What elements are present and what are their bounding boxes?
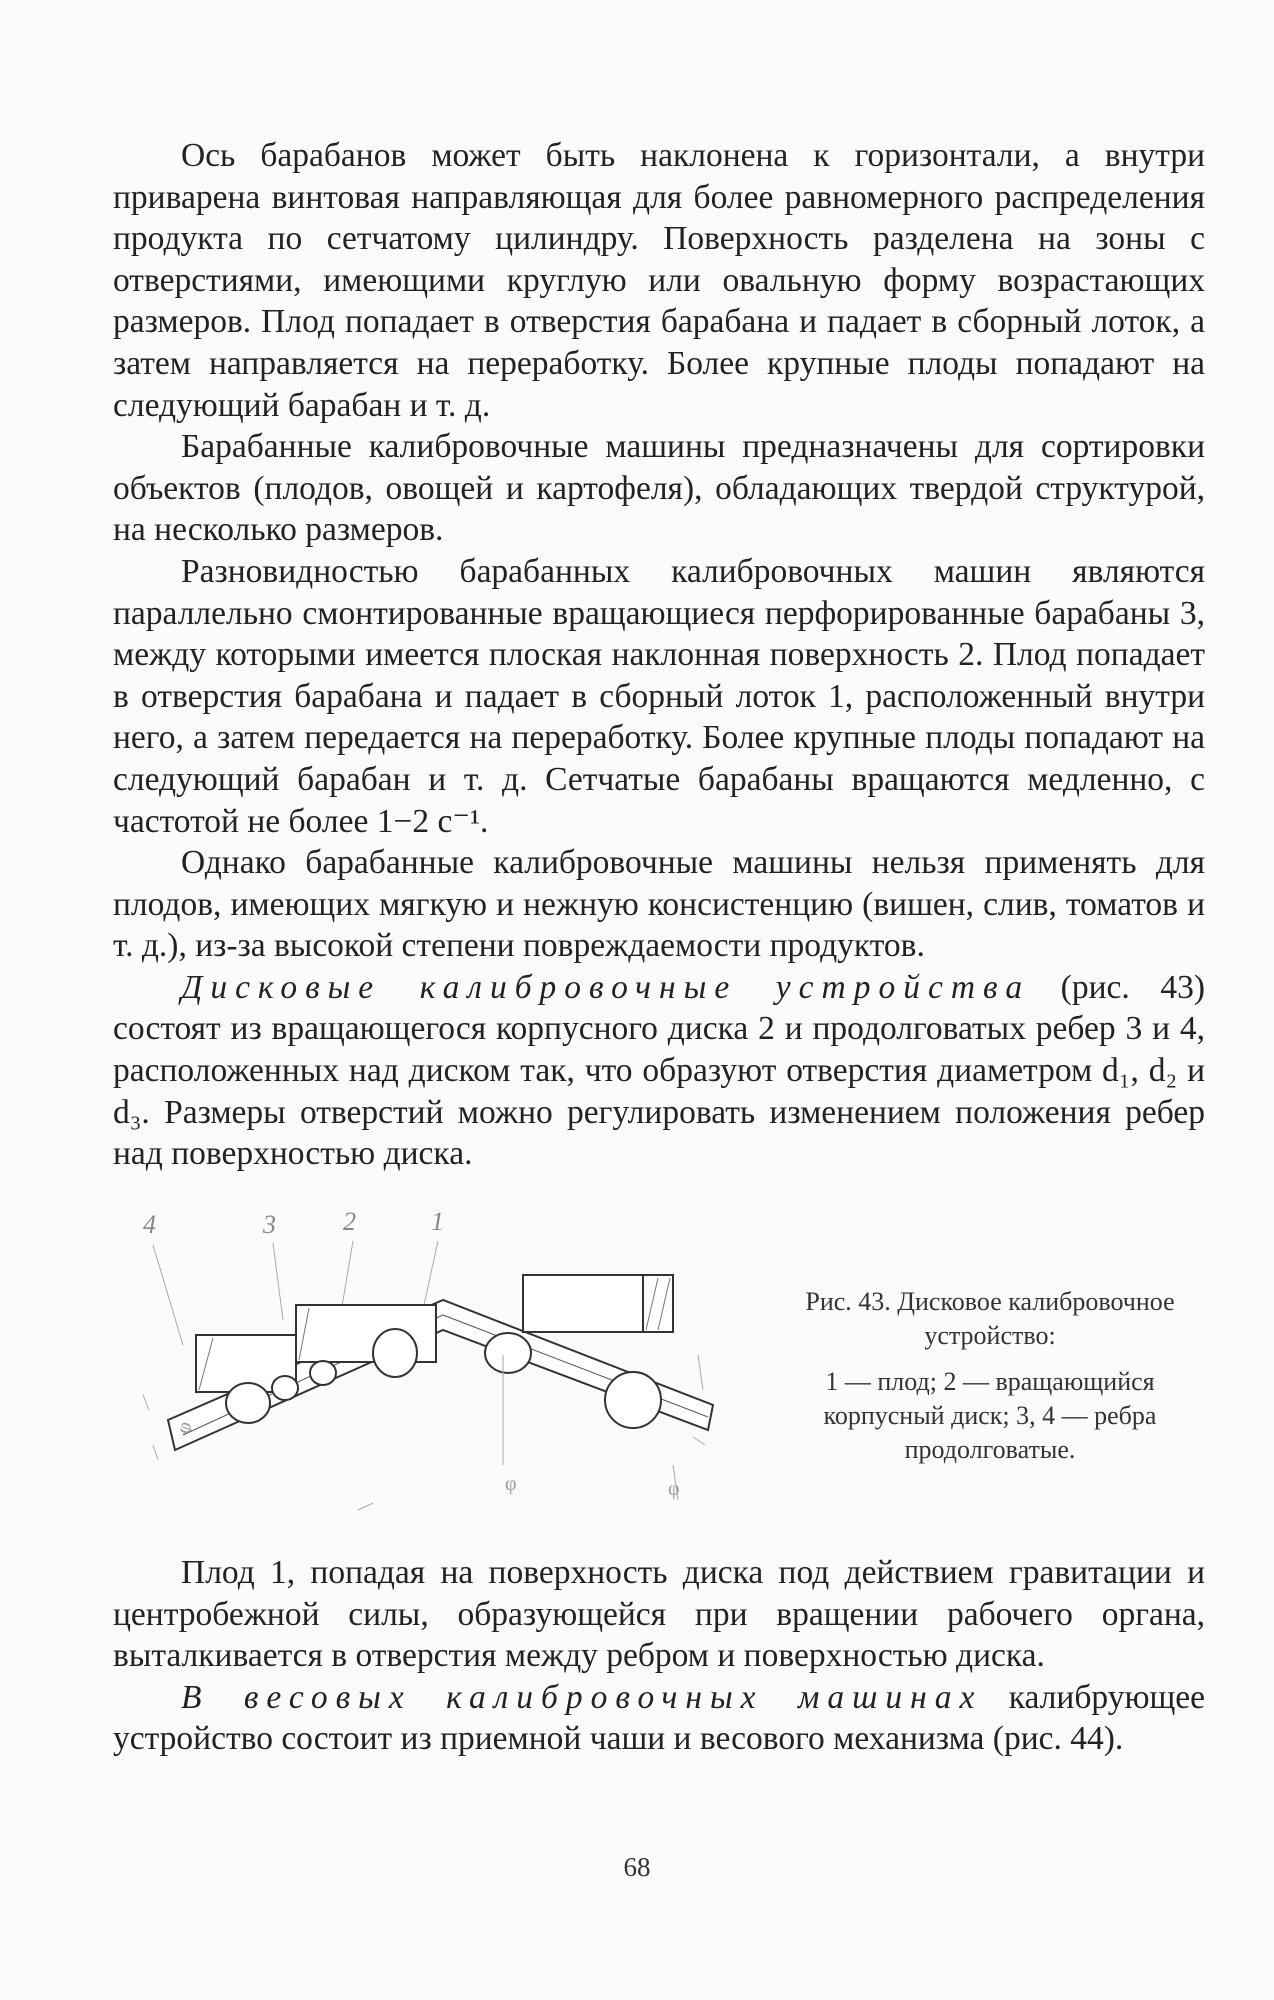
page-number: 68 bbox=[623, 1852, 651, 1882]
paragraph-weight-machines bbox=[113, 1677, 1205, 1760]
label-1: 1 bbox=[431, 1207, 444, 1236]
disk-devices-text: (рис. 43) состоят из вращающегося корпусного диска 2 и продолговатых ребер 3 и 4, расположенных над диском так, что образуют отверстия диаметром d₁, d₂ и d₃. Размеры отверстий можно регулировать изменением положения ребер над поверхностью диска. bbox=[113, 968, 1205, 1173]
fruit bbox=[605, 1372, 661, 1428]
fruit bbox=[373, 1329, 417, 1377]
weight-machines-text: калибрующее устройство состоит из приемной чаши и весового механизма (рис. 44). bbox=[113, 1678, 1205, 1758]
fruit bbox=[310, 1361, 336, 1385]
text-block-top bbox=[113, 135, 1205, 1175]
paragraph-drum-limits: Однако барабанные калибровочные машины нельзя применять для плодов, имеющих мягкую и нежную консистенцию (вишен, слив, томатов и т. д.), из-за высокой степени повреждаемости продуктов. bbox=[113, 844, 1205, 965]
diameter-mark-d2: φ bbox=[505, 1473, 517, 1495]
diameter-mark-d3: φ bbox=[668, 1478, 680, 1500]
caption-title: Рис. 43. Дисковое калибровочное устройство: bbox=[805, 1287, 1175, 1350]
paragraph-disk-devices bbox=[113, 967, 1205, 1175]
figure-43-caption bbox=[770, 1285, 1210, 1467]
label-2: 2 bbox=[343, 1207, 356, 1236]
term-disk-devices: Дисковые калибровочные устройства bbox=[181, 968, 1031, 1006]
label-4: 4 bbox=[143, 1210, 156, 1239]
diameter-mark-d1: φ bbox=[172, 1418, 197, 1437]
diameter-marks bbox=[172, 1418, 680, 1500]
term-weight-machines: В весовых калибровочных машинах bbox=[181, 1678, 983, 1716]
fruit bbox=[226, 1383, 270, 1423]
paragraph-drum-variety: Разновидностью барабанных калибровочных машин являются параллельно смонтированные вращающиеся перфорированные барабаны 3, между которыми имеется плоская наклонная поверхность 2. Плод попадает в отверстия барабана и падает в сборный лоток 1, расположенный внутри него, а затем передается на переработку. Более крупные плоды попадают на следующий барабан и т. д. Сетчатые барабаны вращаются медленно, с частотой не более 1−2 с⁻¹. bbox=[113, 552, 1205, 840]
paragraph-drum-axis: Ось барабанов может быть наклонена к горизонтали, а внутри приварена винтовая направляющая для более равномерного распределения продукта по сетчатому цилиндру. Поверхность разделена на зоны с отверстиями, имеющими круглую или овальную форму возрастающих размеров. Плод попадает в отверстия барабана и падает в сборный лоток, а затем направляется на переработку. Более крупные плоды попадают на следующий барабан и т. д. bbox=[113, 137, 1205, 424]
rib-3-right bbox=[523, 1275, 643, 1332]
paragraph-drum-machines: Барабанные калибровочные машины предназначены для сортировки объектов (плодов, овощей и картофеля), обладающих твердой структурой, на несколько размеров. bbox=[113, 428, 1205, 549]
fruit bbox=[485, 1333, 531, 1373]
caption-legend: 1 — плод; 2 — вращающийся корпусный диск; 3, 4 — ребра продолговатые. bbox=[823, 1367, 1157, 1464]
label-3: 3 bbox=[263, 1210, 276, 1239]
text-block-bottom bbox=[113, 1552, 1205, 1760]
paragraph-fruit-motion: Плод 1, попадая на поверхность диска под действием гравитации и центробежной силы, образующейся при вращении рабочего органа, выталкивается в отверстия между ребром и поверхностью диска. bbox=[113, 1554, 1205, 1675]
fruit bbox=[272, 1376, 298, 1400]
